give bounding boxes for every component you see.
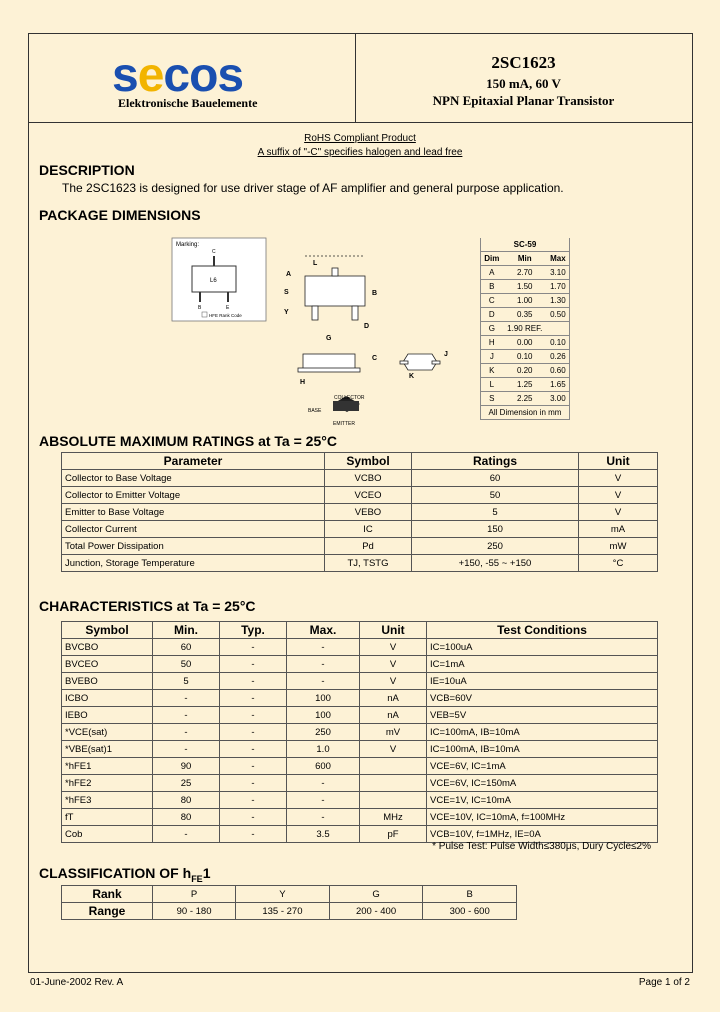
abs-max-table: Parameter Symbol Ratings Unit Collector to Base Voltage VCBO 60 V Collector to Emitter Voltage VCEO 50 V Emitter to Base Voltage VEBO 5 V Collector Current IC 150 mA Total Power Dissipation Pd 250 mW Junction, Storage Temperature TJ, TSTG +150, -55 ~ +150 °C xyxy=(61,452,658,572)
characteristics-title: CHARACTERISTICS at Ta = 25°C xyxy=(39,598,256,614)
svg-text:COLLECTOR: COLLECTOR xyxy=(334,395,365,401)
marking-label: Marking: xyxy=(176,242,200,248)
footer-page: Page 1 of 2 xyxy=(638,977,690,988)
characteristics-table: Symbol Min. Typ. Max. Unit Test Conditions BVCBO 60 - - V IC=100uA BVCEO 50 - - V IC=1mA BVEBO 5 - - V IE=10uA ICBO - - 100 nA VCB=60V IEBO - - 100 nA VEB=5V *VCE(sat) - - 250 mV IC=100mA, IB=10mA *VBE(sat)1 - - 1.0 V IC=100mA, IB=10mA *hFE1 90 - 600 VCE=6V, IC=1mA *hFE2 25 - - VCE=6V, IC=150mA *hFE3 80 - - VCE=1V, IC=10mA fT 80 - - MHz VCE=10V, IC=10mA, f=100MHz Cob - - 3.5 pF VCB=10V, f=1MHz, IE=0A xyxy=(61,621,658,843)
svg-text:C: C xyxy=(372,355,378,362)
description-title: DESCRIPTION xyxy=(39,162,135,178)
table-row: fT 80 - - MHz VCE=10V, IC=10mA, f=100MHz xyxy=(62,809,658,826)
svg-text:BASE: BASE xyxy=(308,408,322,414)
table-row: *VBE(sat)1 - - 1.0 V IC=100mA, IB=10mA xyxy=(62,741,658,758)
dimension-row: C 1.00 1.30 xyxy=(481,294,570,308)
svg-text:J: J xyxy=(444,351,448,358)
table-row: *hFE3 80 - - VCE=1V, IC=10mA xyxy=(62,792,658,809)
rohs-line: RoHS Compliant Product xyxy=(304,133,416,144)
classification-table: Rank P Y G B Range 90 - 180 135 - 270 200 - 400 300 - 600 xyxy=(61,885,517,920)
svg-text:C: C xyxy=(212,249,216,255)
marking-box xyxy=(172,238,266,321)
table-row: Cob - - 3.5 pF VCB=10V, f=1MHz, IE=0A xyxy=(62,826,658,843)
svg-text:Y: Y xyxy=(284,309,289,316)
table-row: Collector to Base Voltage VCBO 60 V xyxy=(62,470,658,487)
classification-title: CLASSIFICATION OF $h_{FE}1$ xyxy=(39,865,211,884)
svg-text:S: S xyxy=(284,289,289,296)
table-row: BVCEO 50 - - V IC=1mA xyxy=(62,656,658,673)
svg-text:HFE Rank Code: HFE Rank Code xyxy=(209,313,242,318)
dimension-row: K 0.20 0.60 xyxy=(481,364,570,378)
svg-text:EMITTER: EMITTER xyxy=(333,421,355,427)
marking-code: L6 xyxy=(210,278,217,284)
table-row: Collector to Emitter Voltage VCEO 50 V xyxy=(62,487,658,504)
dimension-row: S 2.25 3.00 xyxy=(481,392,570,406)
table-row: IEBO - - 100 nA VEB=5V xyxy=(62,707,658,724)
package-drawing xyxy=(170,236,480,431)
svg-text:H: H xyxy=(300,379,306,386)
table-row: *hFE1 90 - 600 VCE=6V, IC=1mA xyxy=(62,758,658,775)
svg-text:D: D xyxy=(364,323,370,330)
table-row: Total Power Dissipation Pd 250 mW xyxy=(62,538,658,555)
secos-logo: secos xyxy=(112,49,244,102)
table-row: *VCE(sat) - - 250 mV IC=100mA, IB=10mA xyxy=(62,724,658,741)
table-row: BVCBO 60 - - V IC=100uA xyxy=(62,639,658,656)
description-text: The 2SC1623 is designed for use driver stage of AF amplifier and general purpose application. xyxy=(62,181,564,195)
svg-text:E: E xyxy=(226,305,230,311)
part-type: NPN Epitaxial Planar Transistor xyxy=(432,93,615,108)
abs-max-title: ABSOLUTE MAXIMUM RATINGS at Ta = 25°C xyxy=(39,433,337,449)
table-row: Junction, Storage Temperature TJ, TSTG +150, -55 ~ +150 °C xyxy=(62,555,658,572)
dimension-row: B 1.50 1.70 xyxy=(481,280,570,294)
part-rating: 150 mA, 60 V xyxy=(486,76,561,91)
dimension-row: G 1.90 REF. xyxy=(481,322,570,336)
dimension-table: SC-59 Dim Min Max A 2.70 3.10 B 1.50 1.70 C 1.00 1.30 D 0.35 0.50 G 1.90 REF. H 0.00 0.10 J 0.10 0.26 K 0.20 0.60 L 1.25 1.65 S 2.25 3.00 All Dimension in mm xyxy=(480,238,570,420)
table-row: Emitter to Base Voltage VEBO 5 V xyxy=(62,504,658,521)
dimension-row: L 1.25 1.65 xyxy=(481,378,570,392)
svg-text:A: A xyxy=(286,271,292,278)
package-title: PACKAGE DIMENSIONS xyxy=(39,207,201,223)
footer-date: 01-June-2002 Rev. A xyxy=(30,977,124,988)
dimension-row: D 0.35 0.50 xyxy=(481,308,570,322)
dimension-row: J 0.10 0.26 xyxy=(481,350,570,364)
table-row: Collector Current IC 150 mA xyxy=(62,521,658,538)
table-row: *hFE2 25 - - VCE=6V, IC=150mA xyxy=(62,775,658,792)
halogen-line: A suffix of "-C" specifies halogen and lead free xyxy=(257,147,463,158)
svg-text:K: K xyxy=(409,373,415,380)
pinout-symbol xyxy=(308,395,365,427)
part-number: 2SC1623 xyxy=(491,53,556,72)
svg-text:B: B xyxy=(372,290,378,297)
svg-text:B: B xyxy=(198,305,202,311)
header-bottom-rule xyxy=(28,122,692,123)
svg-text:G: G xyxy=(326,335,332,342)
svg-text:L: L xyxy=(313,260,318,267)
dimension-row: H 0.00 0.10 xyxy=(481,336,570,350)
table-row: ICBO - - 100 nA VCB=60V xyxy=(62,690,658,707)
dimension-row: A 2.70 3.10 xyxy=(481,266,570,280)
pulse-note: * Pulse Test: Pulse Width≤380μs, Dury Cycle≤2% xyxy=(432,841,651,852)
logo-subtitle: Elektronische Bauelemente xyxy=(118,96,258,110)
table-row: BVEBO 5 - - V IE=10uA xyxy=(62,673,658,690)
